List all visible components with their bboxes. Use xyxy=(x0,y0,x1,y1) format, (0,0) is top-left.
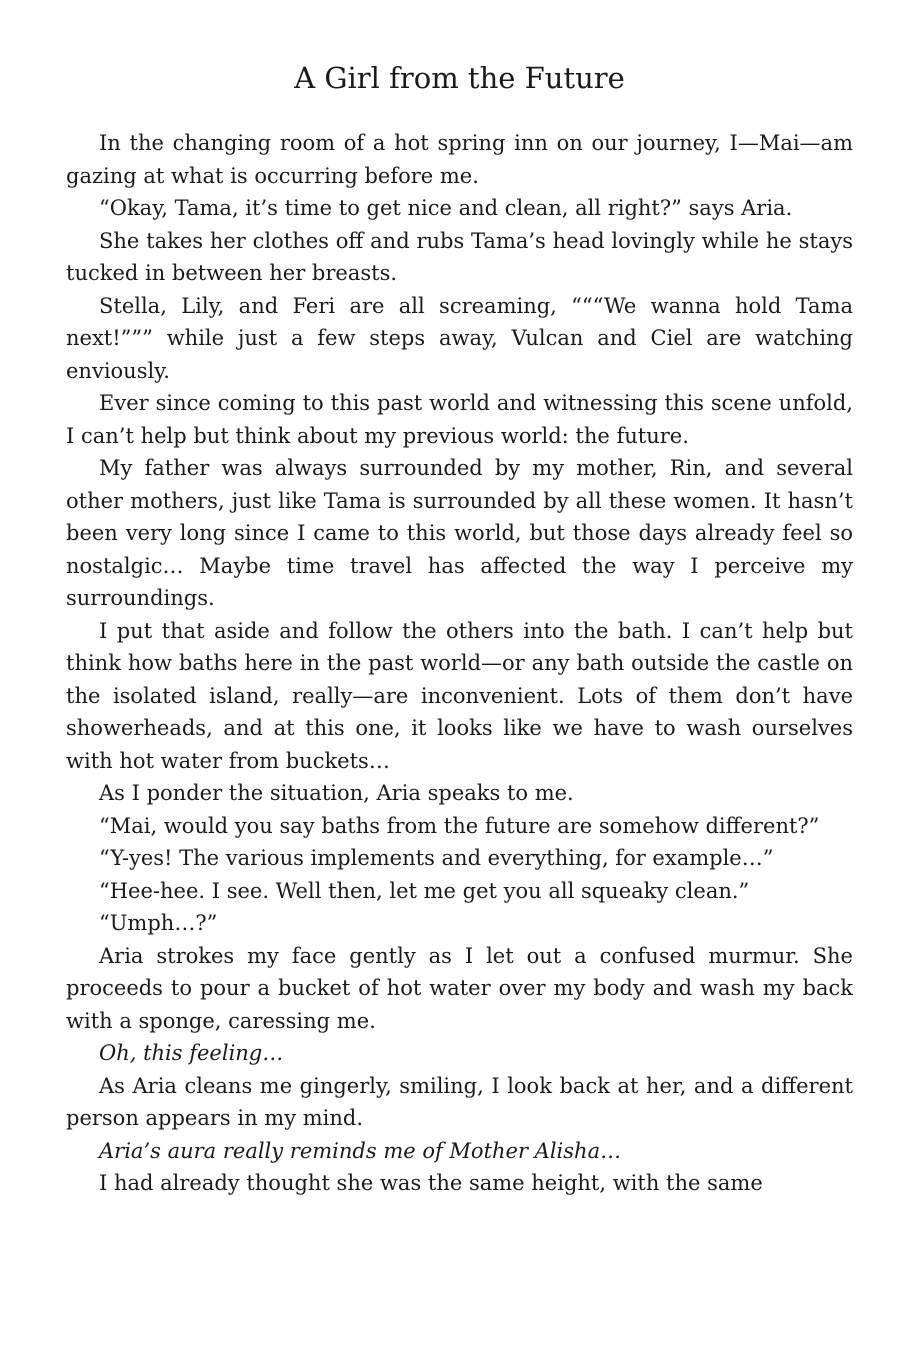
paragraph: “Mai, would you say baths from the future are somehow different?” xyxy=(99,813,820,838)
paragraph: “Okay, Tama, it’s time to get nice and clean, all right?” says Aria. xyxy=(99,196,793,220)
paragraph: “Hee-hee. I see. Well then, let me get you all squeaky clean.” xyxy=(99,878,750,903)
paragraph: I had already thought she was the same height, with the same xyxy=(99,1171,763,1195)
paragraph: In the changing room of a hot spring inn on our journey, I—Mai—am gazing at what is occurring before me. xyxy=(66,131,853,188)
paragraph: Stella, Lily, and Feri are all screaming, “““We wanna hold Tama next!””” while just a few steps away, Vulcan and Ciel are watching enviously. xyxy=(66,293,853,383)
paragraph: Aria strokes my face gently as I let out a confused murmur. She proceeds to pour a bucket of hot water over my body and wash my back with a sponge, caressing me. xyxy=(66,943,853,1033)
paragraph-thought: Aria’s aura really reminds me of Mother Alisha… xyxy=(99,1138,622,1163)
paragraph: She takes her clothes off and rubs Tama’s head lovingly while he stays tucked in between her breasts. xyxy=(66,228,853,285)
paragraph: My father was always surrounded by my mother, Rin, and several other mothers, just like Tama is surrounded by all these women. It hasn’t been very long since I came to this world, but those days already feel so nostalgic… Maybe time travel has affected the way I perceive my surroundings. xyxy=(66,456,853,610)
chapter-title: A Girl from the Future xyxy=(294,61,625,95)
paragraph: “Y-yes! The various implements and everything, for example…” xyxy=(99,846,774,870)
chapter-body xyxy=(66,127,853,1200)
paragraph-thought: Oh, this feeling… xyxy=(99,1041,284,1065)
paragraph: I put that aside and follow the others into the bath. I can’t help but think how baths here in the past world—or any bath outside the castle on the isolated island, really—are inconvenient. Lots of them don’t have showerheads, and at this one, it looks like we have to wash ourselves with hot water from buckets… xyxy=(66,618,853,773)
book-page xyxy=(66,0,853,1200)
paragraph: “Umph…?” xyxy=(99,911,218,935)
paragraph: As Aria cleans me gingerly, smiling, I look back at her, and a different person appears in my mind. xyxy=(66,1073,853,1130)
paragraph: Ever since coming to this past world and witnessing this scene unfold, I can’t help but think about my previous world: the future. xyxy=(66,391,853,448)
paragraph: As I ponder the situation, Aria speaks to me. xyxy=(99,781,574,805)
